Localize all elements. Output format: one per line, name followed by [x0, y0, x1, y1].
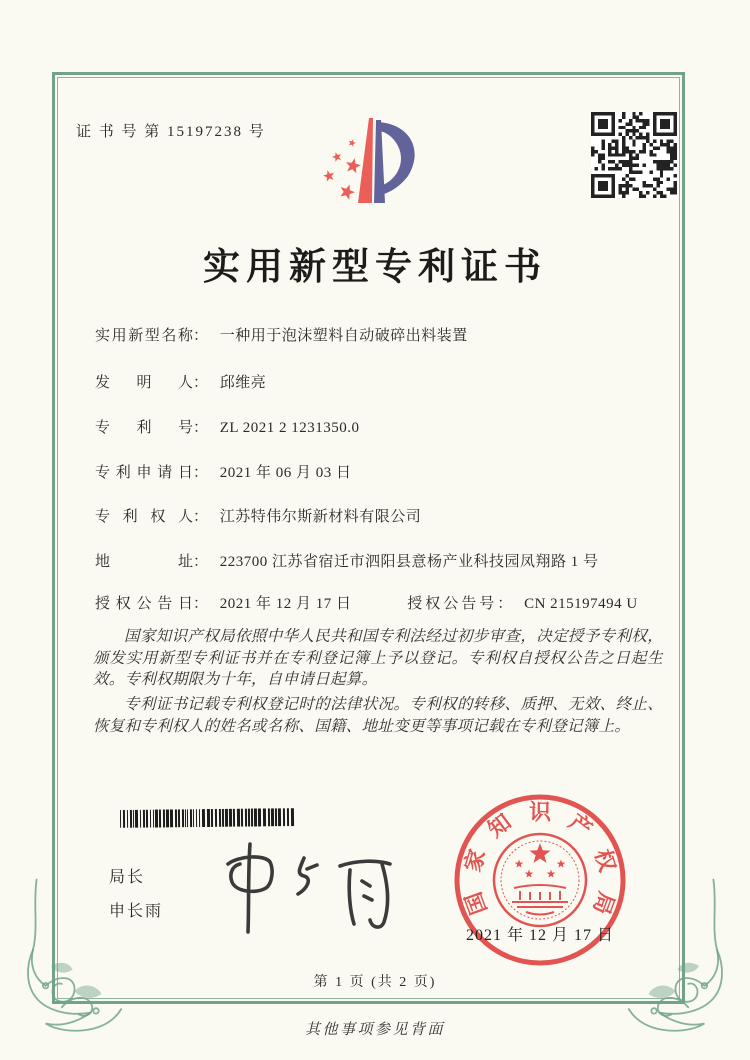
field-label: 专利申请日 [95, 465, 193, 481]
certificate-number: 证 书 号 第 15197238 号 [76, 124, 266, 140]
field-label: 实用新型名称 [95, 328, 193, 344]
field-label: 专利权人 [95, 509, 193, 525]
field-patent-number [95, 416, 360, 437]
field-inventor [95, 371, 266, 392]
field-label: 专利号 [95, 420, 193, 436]
field-label: 地址 [95, 554, 193, 570]
page-indicator: 第 1 页 (共 2 页) [313, 975, 437, 990]
corner-flourish-right-icon [618, 876, 726, 1036]
legal-paragraph-1: 国家知识产权局依照中华人民共和国专利法经过初步审查，决定授予专利权，颁发实用新型专利证书并在专利登记簿上予以登记。专利权自授权公告之日起生效。专利权期限为十年，自申请日起算。 [93, 628, 663, 688]
seal-char: 识 [528, 799, 552, 825]
field-name [95, 324, 468, 345]
seal-char: 权 [589, 846, 621, 875]
back-note: 其他事项参见背面 [304, 1022, 445, 1038]
field-value: CN 215197494 U [524, 596, 638, 612]
seal-char: 国 [460, 888, 492, 918]
certificate-title: 实用新型专利证书 [203, 247, 547, 288]
legal-paragraph-2: 专利证书记载专利权登记时的法律状况。专利权的转移、质押、无效、终止、恢复和专利权人的姓名或名称、国籍、地址变更等事项记载在专利登记簿上。 [93, 696, 663, 735]
director-title: 局长 [109, 869, 146, 886]
seal-date: 2021 年 12 月 17 日 [466, 927, 615, 944]
official-seal-icon [446, 786, 634, 974]
field-address [95, 550, 599, 571]
field-gazette-number [407, 596, 637, 612]
field-label: 发明人 [95, 375, 193, 391]
colon: ： [193, 420, 209, 436]
colon: ： [193, 554, 209, 570]
colon: ： [193, 596, 209, 612]
field-patentee [95, 505, 421, 526]
field-value: 江苏特伟尔斯新材料有限公司 [219, 509, 422, 525]
director-name: 申长雨 [109, 903, 164, 920]
colon: ： [193, 328, 209, 344]
barcode [120, 808, 296, 828]
colon: ： [193, 375, 209, 391]
logo-stars [323, 139, 361, 200]
field-value: 223700 江苏省宿迁市泗阳县意杨产业科技园凤翔路 1 号 [219, 554, 599, 570]
seal-char: 家 [459, 846, 491, 875]
seal-char: 局 [588, 888, 620, 918]
field-value: 2021 年 12 月 17 日 [219, 596, 352, 612]
field-value: 2021 年 06 月 03 日 [219, 465, 352, 481]
colon: ： [193, 509, 209, 525]
field-value: 邱维亮 [219, 375, 267, 391]
colon: ： [193, 465, 209, 481]
field-label: 授权公告号 [407, 596, 498, 612]
seal-char: 知 [483, 808, 516, 843]
field-label: 授权公告日 [95, 596, 193, 612]
signature-block [109, 864, 163, 932]
qr-code [591, 112, 677, 198]
field-grant-date [95, 592, 638, 613]
director-signature-icon [212, 836, 407, 936]
cnipa-logo-icon [298, 100, 460, 218]
official-seal [446, 786, 634, 974]
colon: ： [497, 596, 513, 612]
field-filing-date [95, 461, 352, 482]
field-value: ZL 2021 2 1231350.0 [219, 420, 360, 436]
field-value: 一种用于泡沫塑料自动破碎出料装置 [219, 328, 468, 344]
seal-char: 产 [564, 808, 597, 843]
seal-stars-icon [515, 843, 566, 878]
